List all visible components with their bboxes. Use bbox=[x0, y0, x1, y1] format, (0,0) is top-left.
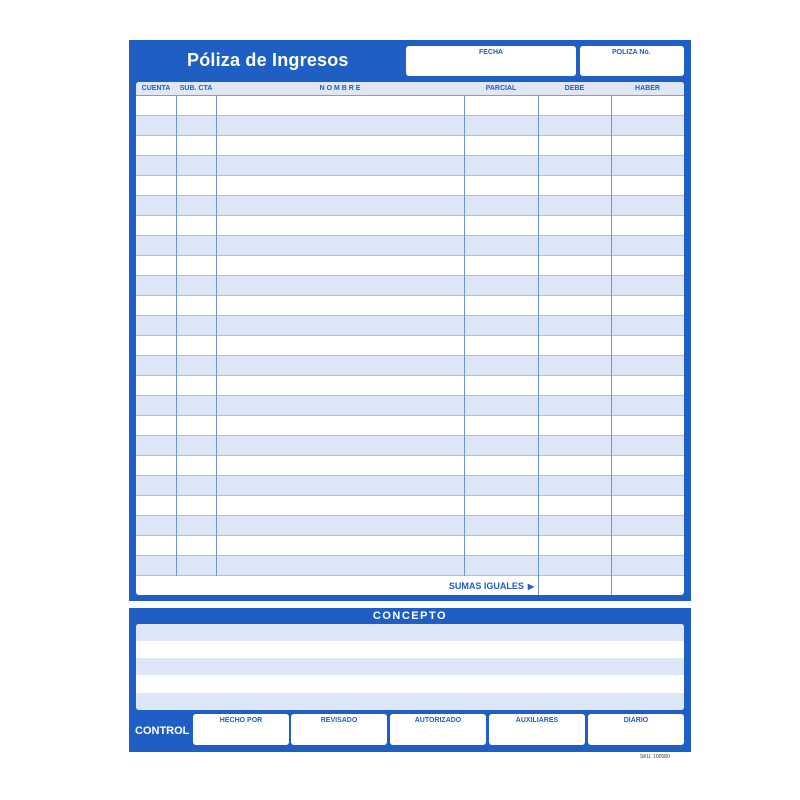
fecha-field[interactable] bbox=[406, 46, 576, 76]
table-row[interactable] bbox=[136, 356, 684, 376]
table-row[interactable] bbox=[136, 456, 684, 476]
concepto-field[interactable] bbox=[136, 624, 684, 710]
revisado-label: REVISADO bbox=[320, 717, 358, 724]
diario-label: DIARIO bbox=[623, 717, 649, 724]
column-header-cuenta: CUENTA bbox=[141, 85, 171, 92]
sumas-iguales-row bbox=[136, 576, 684, 595]
table-row[interactable] bbox=[136, 476, 684, 496]
table-row[interactable] bbox=[136, 496, 684, 516]
table-row[interactable] bbox=[136, 196, 684, 216]
table-row[interactable] bbox=[136, 176, 684, 196]
concepto-line[interactable] bbox=[136, 641, 684, 658]
table-row[interactable] bbox=[136, 116, 684, 136]
table-row[interactable] bbox=[136, 216, 684, 236]
column-divider bbox=[538, 96, 539, 595]
auxiliares-field[interactable] bbox=[489, 714, 585, 745]
table-row[interactable] bbox=[136, 236, 684, 256]
poliza-number-field[interactable] bbox=[580, 46, 684, 76]
column-divider bbox=[611, 96, 612, 595]
concepto-line[interactable] bbox=[136, 676, 684, 693]
poliza-form-main bbox=[129, 40, 691, 601]
table-row[interactable] bbox=[136, 516, 684, 536]
triangle-right-icon: ▶ bbox=[527, 582, 534, 591]
autorizado-field[interactable] bbox=[390, 714, 486, 745]
table-row[interactable] bbox=[136, 416, 684, 436]
column-divider bbox=[216, 96, 217, 576]
table-row[interactable] bbox=[136, 436, 684, 456]
concepto-control-section bbox=[129, 608, 691, 752]
table-row[interactable] bbox=[136, 376, 684, 396]
sumas-iguales-label: SUMAS IGUALES ▶ bbox=[448, 581, 534, 591]
diario-field[interactable] bbox=[588, 714, 684, 745]
poliza-number-label: POLIZA No. bbox=[612, 49, 651, 56]
entries-table bbox=[136, 82, 684, 595]
table-row[interactable] bbox=[136, 96, 684, 116]
table-row[interactable] bbox=[136, 396, 684, 416]
column-divider bbox=[464, 96, 465, 576]
hecho-por-field[interactable] bbox=[193, 714, 289, 745]
concepto-line[interactable] bbox=[136, 624, 684, 641]
table-row[interactable] bbox=[136, 156, 684, 176]
column-header-subcta: SUB. CTA bbox=[179, 85, 213, 92]
concepto-title: CONCEPTO bbox=[372, 610, 448, 622]
auxiliares-label: AUXILIARES bbox=[515, 717, 559, 724]
table-row[interactable] bbox=[136, 256, 684, 276]
table-row[interactable] bbox=[136, 296, 684, 316]
table-row[interactable] bbox=[136, 136, 684, 156]
concepto-line[interactable] bbox=[136, 658, 684, 675]
column-header-debe: DEBE bbox=[564, 85, 585, 92]
concepto-line[interactable] bbox=[136, 693, 684, 710]
table-row[interactable] bbox=[136, 316, 684, 336]
control-label: CONTROL bbox=[135, 725, 190, 737]
table-row[interactable] bbox=[136, 536, 684, 556]
column-header-parcial: PARCIAL bbox=[485, 85, 517, 92]
fecha-label: FECHA bbox=[478, 49, 504, 56]
table-row[interactable] bbox=[136, 276, 684, 296]
table-row[interactable] bbox=[136, 556, 684, 576]
table-header bbox=[136, 82, 684, 96]
autorizado-label: AUTORIZADO bbox=[414, 717, 462, 724]
table-row[interactable] bbox=[136, 336, 684, 356]
hecho-por-label: HECHO POR bbox=[219, 717, 263, 724]
column-header-nombre: N O M B R E bbox=[319, 85, 361, 92]
column-header-haber: HABER bbox=[635, 85, 660, 92]
form-title: Póliza de Ingresos bbox=[187, 50, 349, 70]
column-divider bbox=[176, 96, 177, 576]
sku-code: SKU. 100580 bbox=[640, 754, 670, 760]
revisado-field[interactable] bbox=[291, 714, 387, 745]
